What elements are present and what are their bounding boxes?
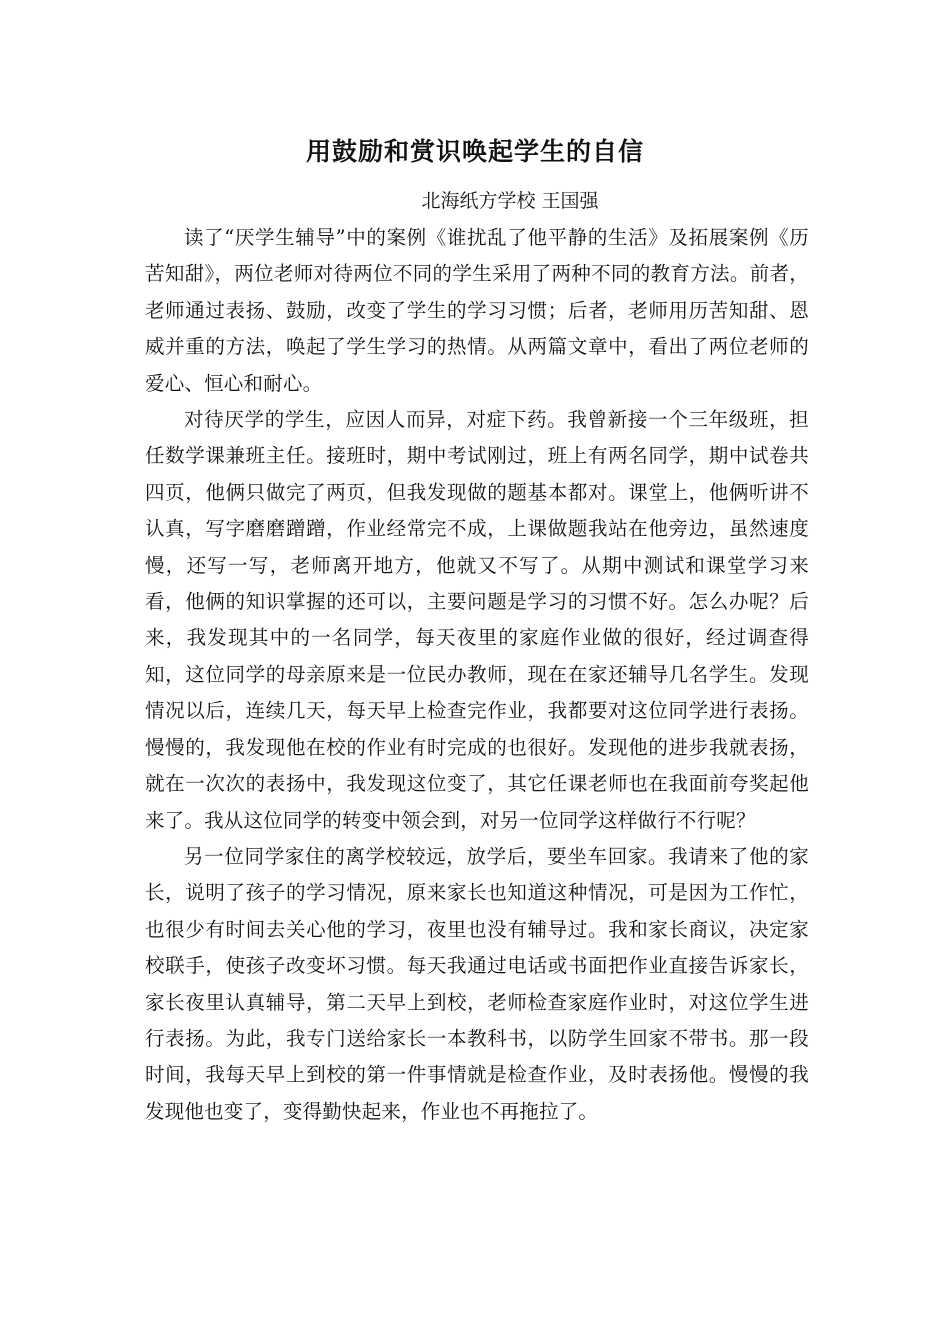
document-title: 用鼓励和赏识唤起学生的自信 — [305, 137, 644, 166]
paragraph: 读了“厌学生辅导”中的案例《谁扰乱了他平静的生活》及拓展案例《历苦知甜》，两位老师对待两位不同的学生采用了两种不同的教育方法。前者，老师通过表扬、鼓励，改变了学生的学习习惯；后者，老师用历苦知甜、恩威并重的方法，唤起了学生学习的热情。从两篇文章中，看出了两位老师的爱心、恒心和耐心。 — [145, 226, 809, 395]
paragraph: 另一位同学家住的离学校较远，放学后，要坐车回家。我请来了他的家长，说明了孩子的学习情况，原来家长也知道这种情况，可是因为工作忙，也很少有时间去关心他的学习，夜里也没有辅导过。我和家长商议，决定家校联手，使孩子改变坏习惯。每天我通过电话或书面把作业直接告诉家长，家长夜里认真辅导，第二天早上到校，老师检查家庭作业时，对这位学生进行表扬。为此，我专门送给家长一本教科书，以防学生回家不带书。那一段时间，我每天早上到校的第一件事情就是检查作业，及时表扬他。慢慢的我发现他也变了，变得勤快起来，作业也不再拖拉了。 — [145, 844, 809, 1123]
paragraph: 对待厌学的学生，应因人而异，对症下药。我曾新接一个三年级班，担任数学课兼班主任。接班时，期中考试刚过，班上有两名同学，期中试卷共四页，他俩只做完了两页，但我发现做的题基本都对。课堂上，他俩听讲不认真，写字磨磨蹭蹭，作业经常完不成，上课做题我站在他旁边，虽然速度慢，还写一写，老师离开地方，他就又不写了。从期中测试和课堂学习来看，他俩的知识掌握的还可以，主要问题是学习的习惯不好。怎么办呢？后来，我发现其中的一名同学，每天夜里的家庭作业做的很好，经过调查得知，这位同学的母亲原来是一位民办教师，现在在家还辅导几名学生。发现情况以后，连续几天，每天早上检查完作业，我都要对这位同学进行表扬。慢慢的，我发现他在校的作业有时完成的也很好。发现他的进步我就表扬，就在一次次的表扬中，我发现这位变了，其它任课老师也在我面前夸奖起他来了。我从这位同学的转变中领会到，对另一位同学这样做行不行呢？ — [145, 408, 809, 832]
document-author: 北海纸方学校 王国强 — [421, 190, 599, 212]
document-body — [145, 220, 809, 1130]
